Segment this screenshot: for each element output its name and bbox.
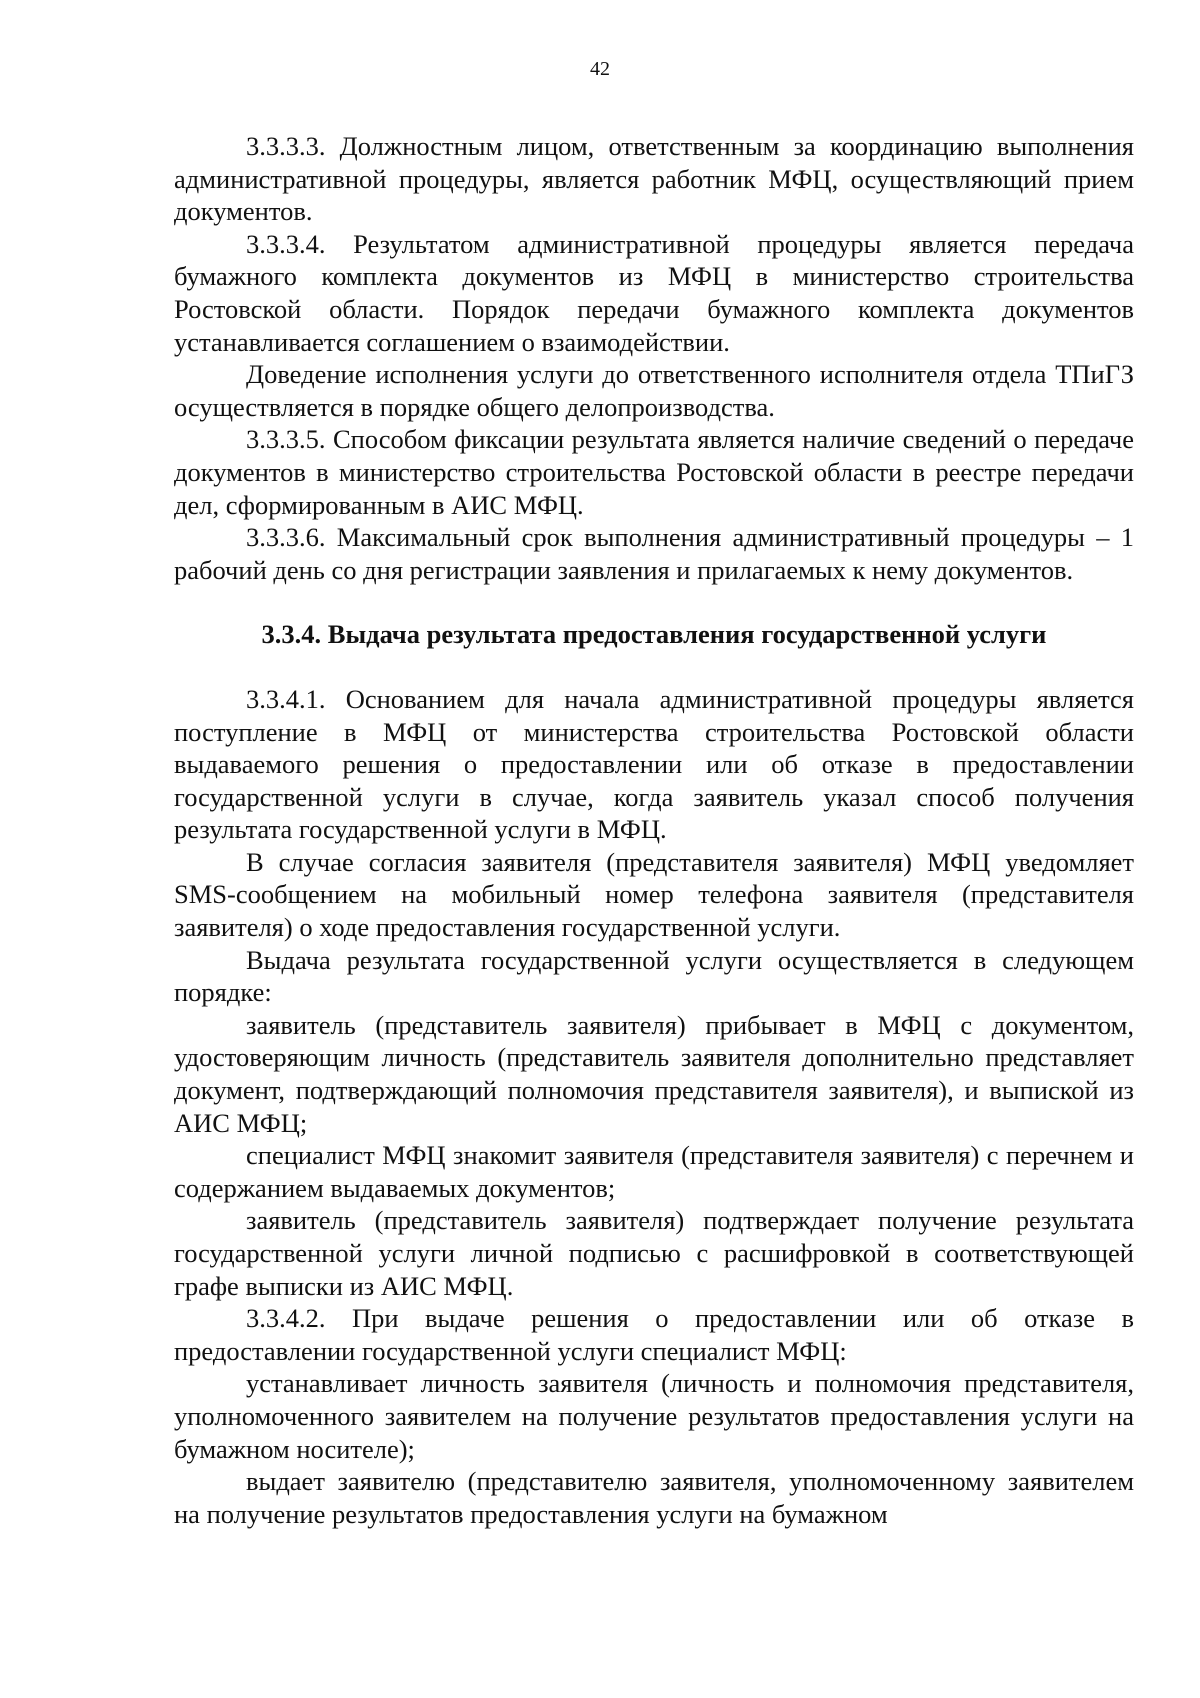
paragraph: 3.3.4.2. При выдаче решения о предоставлении или об отказе в предоставлении государственной услуги специалист МФЦ: bbox=[174, 1303, 1134, 1366]
paragraph: заявитель (представитель заявителя) прибывает в МФЦ с документом, удостоверяющим личность (представитель заявителя дополнительно представляет документ, подтверждающий полномочия представителя заявителя), и выпиской из АИС МФЦ; bbox=[174, 1009, 1134, 1138]
paragraph: Доведение исполнения услуги до ответственного исполнителя отдела ТПиГЗ осуществляется в порядке общего делопроизводства. bbox=[174, 359, 1134, 422]
paragraph: 3.3.3.4. Результатом административной процедуры является передача бумажного комплекта документов из МФЦ в министерство строительства Ростовской области. Порядок передачи бумажного комплекта документов устанавливается соглашением о взаимодействии. bbox=[174, 228, 1134, 357]
page-number: 42 bbox=[590, 58, 610, 80]
section-heading: 3.3.4. Выдача результата предоставления государственной услуги bbox=[261, 619, 1047, 650]
paragraph: выдает заявителю (представителю заявителя, уполномоченному заявителем на получение результатов предоставления услуги на бумажном bbox=[174, 1466, 1134, 1529]
paragraph: устанавливает личность заявителя (личность и полномочия представителя, уполномоченного заявителем на получение результатов предоставления услуги на бумажном носителе); bbox=[174, 1368, 1134, 1464]
document-body bbox=[174, 130, 1134, 1530]
paragraph: 3.3.3.6. Максимальный срок выполнения административный процедуры – 1 рабочий день со дня регистрации заявления и прилагаемых к нему документов. bbox=[174, 522, 1134, 585]
spacer bbox=[174, 651, 1134, 683]
paragraph: специалист МФЦ знакомит заявителя (представителя заявителя) с перечнем и содержанием выдаваемых документов; bbox=[174, 1140, 1134, 1203]
paragraph: Выдача результата государственной услуги осуществляется в следующем порядке: bbox=[174, 944, 1134, 1008]
paragraph: В случае согласия заявителя (представителя заявителя) МФЦ уведомляет SMS-сообщением на мобильный номер телефона заявителя (представителя заявителя) о ходе предоставления государственной услуги. bbox=[174, 846, 1134, 943]
spacer bbox=[174, 586, 1134, 618]
paragraph: 3.3.4.1. Основанием для начала административной процедуры является поступление в МФЦ от министерства строительства Ростовской области выдаваемого решения о предоставлении или об отказе в предоставлении государственной услуги в случае, когда заявитель указал способ получения результата государственной услуги в МФЦ. bbox=[174, 683, 1134, 845]
paragraph: 3.3.3.5. Способом фиксации результата является наличие сведений о передаче документов в министерство строительства Ростовской области в реестре передачи дел, сформированным в АИС МФЦ. bbox=[174, 424, 1134, 520]
paragraph: заявитель (представитель заявителя) подтверждает получение результата государственной услуги личной подписью с расшифровкой в соответствующей графе выписки из АИС МФЦ. bbox=[174, 1205, 1134, 1301]
paragraph: 3.3.3.3. Должностным лицом, ответственным за координацию выполнения административной процедуры, является работник МФЦ, осуществляющий прием документов. bbox=[174, 131, 1134, 227]
